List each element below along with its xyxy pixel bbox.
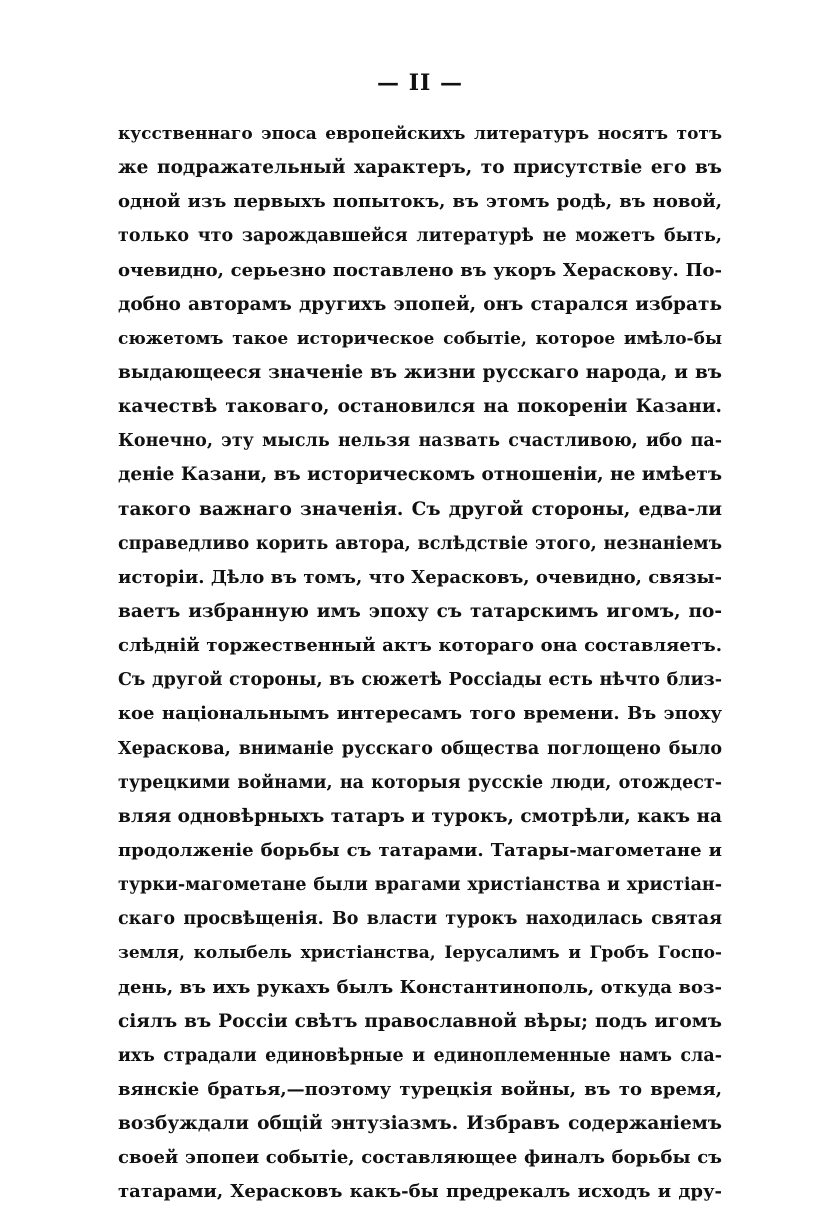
text-line: вляя одновѣрныхъ татаръ и турокъ, смотрѣли, какъ на <box>118 805 722 827</box>
text-line: татарами, Херасковъ какъ-бы предрекалъ исходъ и дру- <box>118 1181 722 1203</box>
text-line: очевидно, серьезно поставлено въ укоръ Хераскову. По- <box>118 259 722 281</box>
text-line: только что зарождавшейся литературѣ не можетъ быть, <box>118 226 722 247</box>
text-line: кусственнаго эпоса европейскихъ литературъ носятъ тотъ <box>118 124 722 144</box>
text-line: исторіи. Дѣло въ томъ, что Херасковъ, очевидно, связы- <box>118 566 722 588</box>
text-line: деніе Казани, въ историческомъ отношеніи, не имѣетъ <box>118 464 722 486</box>
text-line: такого важнаго значенія. Съ другой стороны, едва-ли <box>118 498 722 520</box>
text-line: выдающееся значеніе въ жизни русскаго народа, и въ <box>118 361 722 383</box>
text-line: скаго просвѣщенія. Во власти турокъ находилась святая <box>118 909 722 930</box>
page-number: — II — <box>377 70 463 96</box>
text-line: ихъ страдали единовѣрные и единоплеменные намъ сла- <box>118 1045 722 1066</box>
text-line: возбуждали общій энтузіазмъ. Избравъ содержаніемъ <box>118 1113 722 1135</box>
text-line: турки-магометане были врагами христіанства и христіан- <box>118 875 722 896</box>
text-line: Конечно, эту мысль нельзя назвать счастливою, ибо па- <box>118 431 722 452</box>
body-text <box>118 117 722 1210</box>
text-line: сюжетомъ такое историческое событіе, которое имѣло-бы <box>118 328 722 349</box>
text-line: сіялъ въ Россіи свѣтъ православной вѣры; подъ игомъ <box>118 1010 722 1032</box>
text-line: Съ другой стороны, въ сюжетѣ Россіады есть нѣчто близ- <box>118 670 722 691</box>
text-line: день, въ ихъ рукахъ былъ Константинополь, откуда воз- <box>118 976 722 998</box>
text-line: справедливо корить автора, вслѣдствіе этого, незнаніемъ <box>118 533 722 554</box>
text-line: одной изъ первыхъ попытокъ, въ этомъ родѣ, въ новой, <box>118 191 722 213</box>
text-line: добно авторамъ другихъ эпопей, онъ старался избрать <box>118 293 722 315</box>
text-line: вянскіе братья,—поэтому турецкія войны, въ то время, <box>118 1078 722 1100</box>
text-line: Хераскова, вниманіе русскаго общества поглощено было <box>118 738 722 759</box>
text-line: кое національнымъ интересамъ того времени. Въ эпоху <box>118 703 722 725</box>
text-line: же подражательный характеръ, то присутствіе его въ <box>118 157 722 179</box>
text-line: земля, колыбель христіанства, Іерусалимъ и Гробъ Госпо- <box>118 943 722 964</box>
text-line: слѣдній торжественный актъ котораго она составляетъ. <box>118 635 722 657</box>
text-line: качествѣ таковаго, остановился на покореніи Казани. <box>118 396 722 418</box>
text-line: продолженіе борьбы съ татарами. Татары-магометане и <box>118 839 722 861</box>
text-line: своей эпопеи событіе, составляющее финалъ борьбы съ <box>118 1147 722 1169</box>
text-line: турецкими войнами, на которыя русскіе люди, отождест- <box>118 772 722 793</box>
text-line: ваетъ избранную имъ эпоху съ татарскимъ игомъ, по- <box>118 600 722 622</box>
